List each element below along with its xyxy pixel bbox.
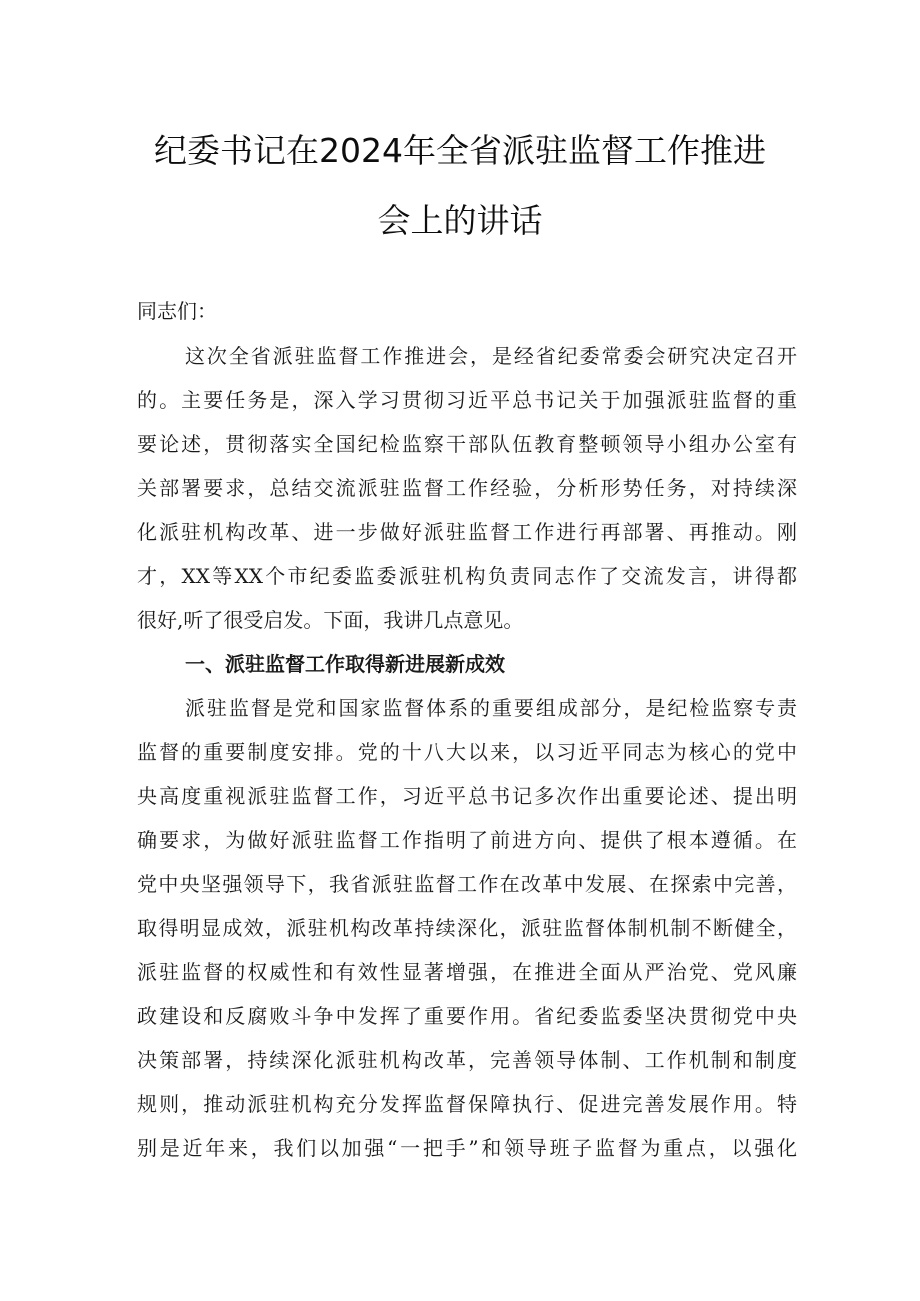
document-title-line-2: 会上的讲话 — [377, 201, 543, 240]
paragraph-2-line: 决策部署，持续深化派驻机构改革，完善领导体制、工作机制和制度 — [137, 1048, 797, 1072]
paragraph-2-line: 派驻监督的权威性和有效性显著增强，在推进全面从严治党、党风廉 — [137, 960, 797, 984]
paragraph-1-line: 才，XX等XX个市纪委监委派驻机构负责同志作了交流发言，讲得都 — [137, 564, 797, 588]
paragraph-2-line: 规则，推动派驻机构充分发挥监督保障执行、促进完善发展作用。特 — [137, 1092, 797, 1116]
paragraph-1-line: 要论述，贯彻落实全国纪检监察干部队伍教育整顿领导小组办公室有 — [137, 432, 797, 456]
paragraph-1-line: 化派驻机构改革、进一步做好派驻监督工作进行再部署、再推动。刚 — [137, 520, 797, 544]
section-heading-1: 一、派驻监督工作取得新进展新成效 — [185, 652, 505, 676]
paragraph-2-line: 监督的重要制度安排。党的十八大以来，以习近平同志为核心的党中 — [137, 740, 797, 764]
paragraph-1-line: 很好,听了很受启发。下面，我讲几点意见。 — [137, 608, 524, 632]
paragraph-1-line: 关部署要求，总结交流派驻监督工作经验，分析形势任务，对持续深 — [137, 476, 797, 500]
paragraph-2-line: 取得明显成效，派驻机构改革持续深化，派驻监督体制机制不断健全， — [137, 916, 797, 940]
paragraph-2-line: 央高度重视派驻监督工作，习近平总书记多次作出重要论述、提出明 — [137, 784, 797, 808]
paragraph-1-line: 的。主要任务是，深入学习贯彻习近平总书记关于加强派驻监督的重 — [137, 388, 797, 412]
paragraph-2-line: 确要求，为做好派驻监督工作指明了前进方向、提供了根本遵循。在 — [137, 828, 797, 852]
paragraph-2-line: 别是近年来，我们以加强“一把手”和领导班子监督为重点，以强化 — [137, 1136, 797, 1160]
paragraph-2-line: 派驻监督是党和国家监督体系的重要组成部分，是纪检监察专责 — [185, 696, 797, 720]
paragraph-1-line: 这次全省派驻监督工作推进会，是经省纪委常委会研究决定召开 — [185, 344, 797, 368]
paragraph-2-line: 党中央坚强领导下，我省派驻监督工作在改革中发展、在探索中完善， — [137, 872, 797, 896]
salutation: 同志们： — [137, 299, 217, 323]
document-title-line-1: 纪委书记在2024年全省派驻监督工作推进 — [154, 131, 766, 170]
paragraph-2-line: 政建设和反腐败斗争中发挥了重要作用。省纪委监委坚决贯彻党中央 — [137, 1004, 797, 1028]
